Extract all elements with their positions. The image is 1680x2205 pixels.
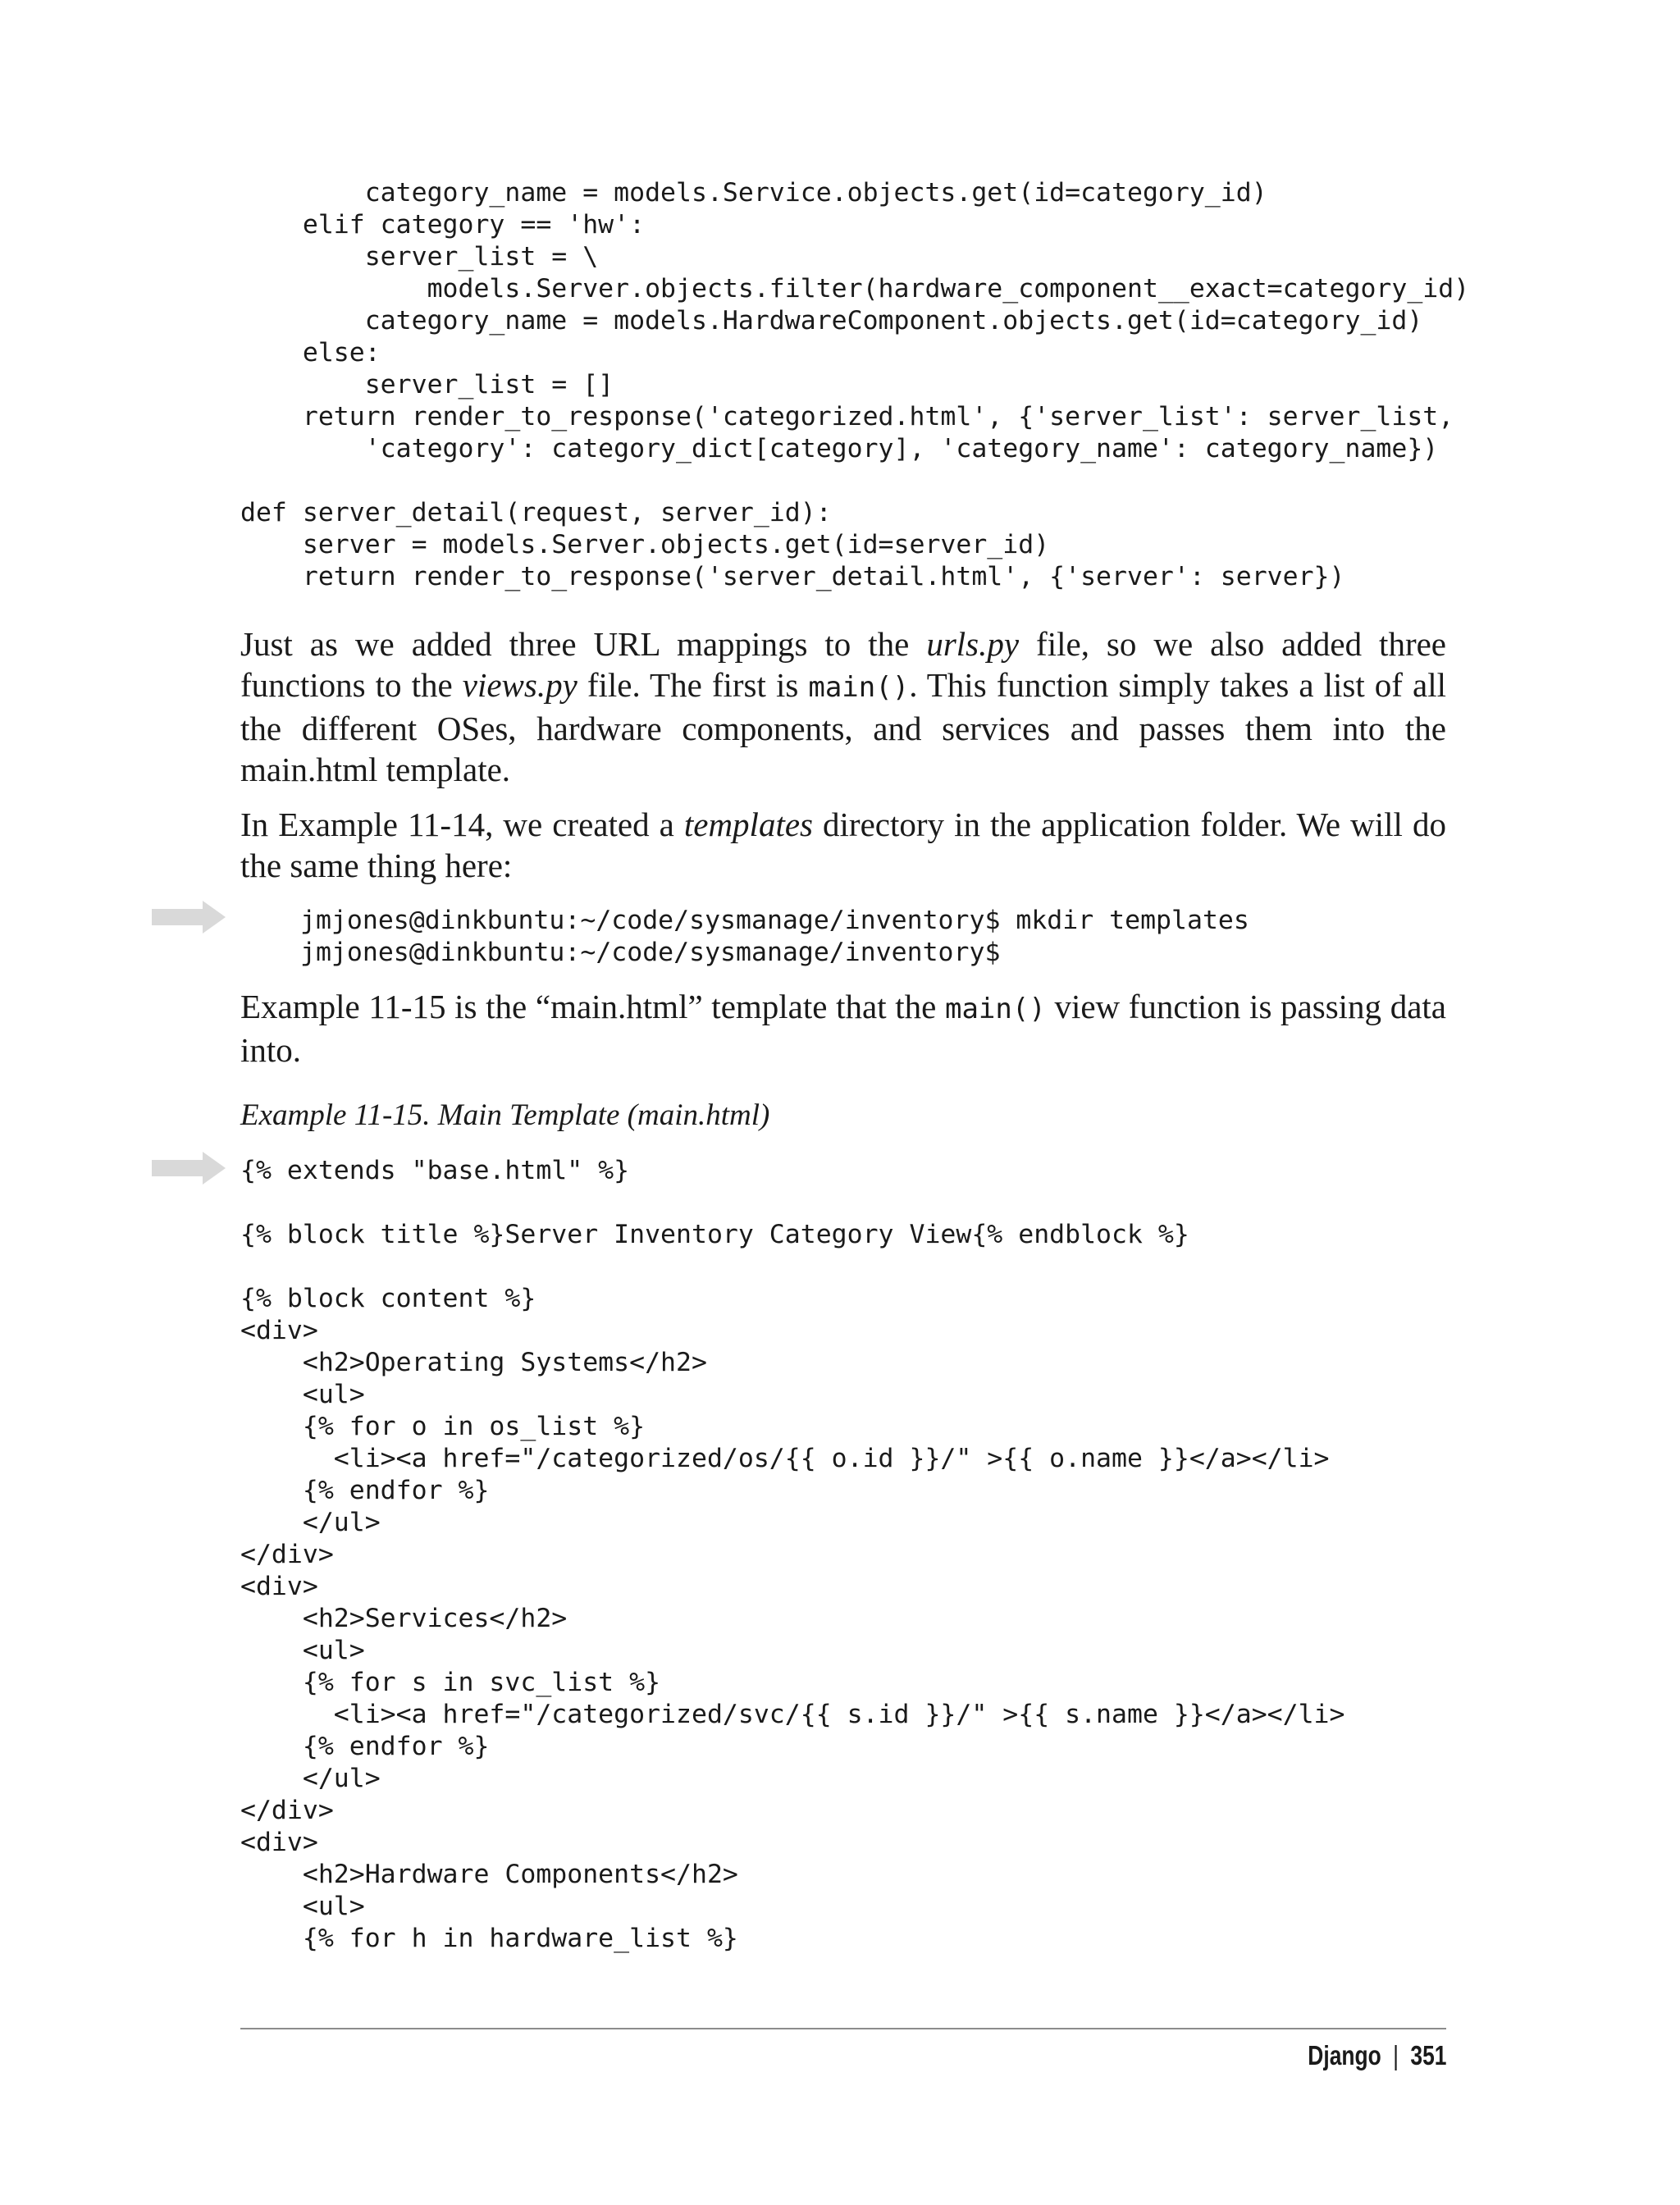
dirname-templates: templates [683,806,813,843]
page-number: 351 [1409,2040,1446,2070]
text-run: . This function simply takes a list of all the different OSes, hardware components, and services and passes them into the main.html template. [240,666,1446,788]
example-caption: Example 11-15. Main Template (main.html) [240,1098,770,1132]
paragraph-views-explanation [240,623,1446,790]
margin-arrow-icon [152,1152,226,1185]
inline-code-main: main() [808,671,910,704]
text-run: Just as we added three URL mappings to the [240,625,927,663]
shell-session: jmjones@dinkbuntu:~/code/sysmanage/inventory$ mkdir templates jmjones@dinkbuntu:~/code/sysmanage/inventory$ [300,906,1249,967]
code-listing-views-continued: category_name = models.Service.objects.get(id=category_id) elif category == 'hw': server_list = \ models.Server.objects.filter(hardware_component__exact=category_id) category_name = models.HardwareComponent.objects.get(id=category_id) else: server_list = [] return render_to_response('categorized.html', {'server_list': server_list, 'category': category_dict[category], 'category_name': category_name}) def server_detail(request, server_id): server = models.Server.objects.get(id=server_id) return render_to_response('server_detail.html', {'server': server}) [240,178,1470,591]
filename-urls: urls.py [926,625,1020,663]
footer-section-title: Django [1307,2040,1381,2070]
filename-views: views.py [462,666,578,704]
text-run: directory in the application folder. We will do the same thing here: [240,806,1446,884]
text-run: view function is passing data into. [240,988,1446,1069]
text-run: In Example 11-14, we created a [240,806,684,843]
paragraph-templates-directory [240,804,1446,886]
text-run: file. The first is [577,666,809,704]
code-listing-main-template: {% extends "base.html" %} {% block title %}Server Inventory Category View{% endblock %} {% block content %} <div> <h2>Operating Systems</h2> <ul> {% for o in os_list %} <li><a href="/categorized/os/{{ o.id }}/" >{{ o.name }}</a></li> {% endfor %} </ul> </div> <div> <h2>Services</h2> <ul> {% for s in svc_list %} <li><a href="/categorized/svc/{{ s.id }}/" >{{ s.name }}</a></li> {% endfor %} </ul> </div> <div> <h2>Hardware Components</h2> <ul> {% for h in hardware_list %} [240,1156,1345,1953]
margin-arrow-icon [152,901,226,934]
footer-separator: | [1392,2040,1399,2070]
inline-code-main: main() [944,993,1046,1025]
paragraph-main-template-intro [240,986,1446,1071]
footer-rule [240,2028,1446,2029]
page-footer [1308,2038,1446,2074]
text-run: file, so we also added three functions to the [240,625,1446,704]
text-run: Example 11-15 is the “main.html” template that the [240,988,945,1025]
